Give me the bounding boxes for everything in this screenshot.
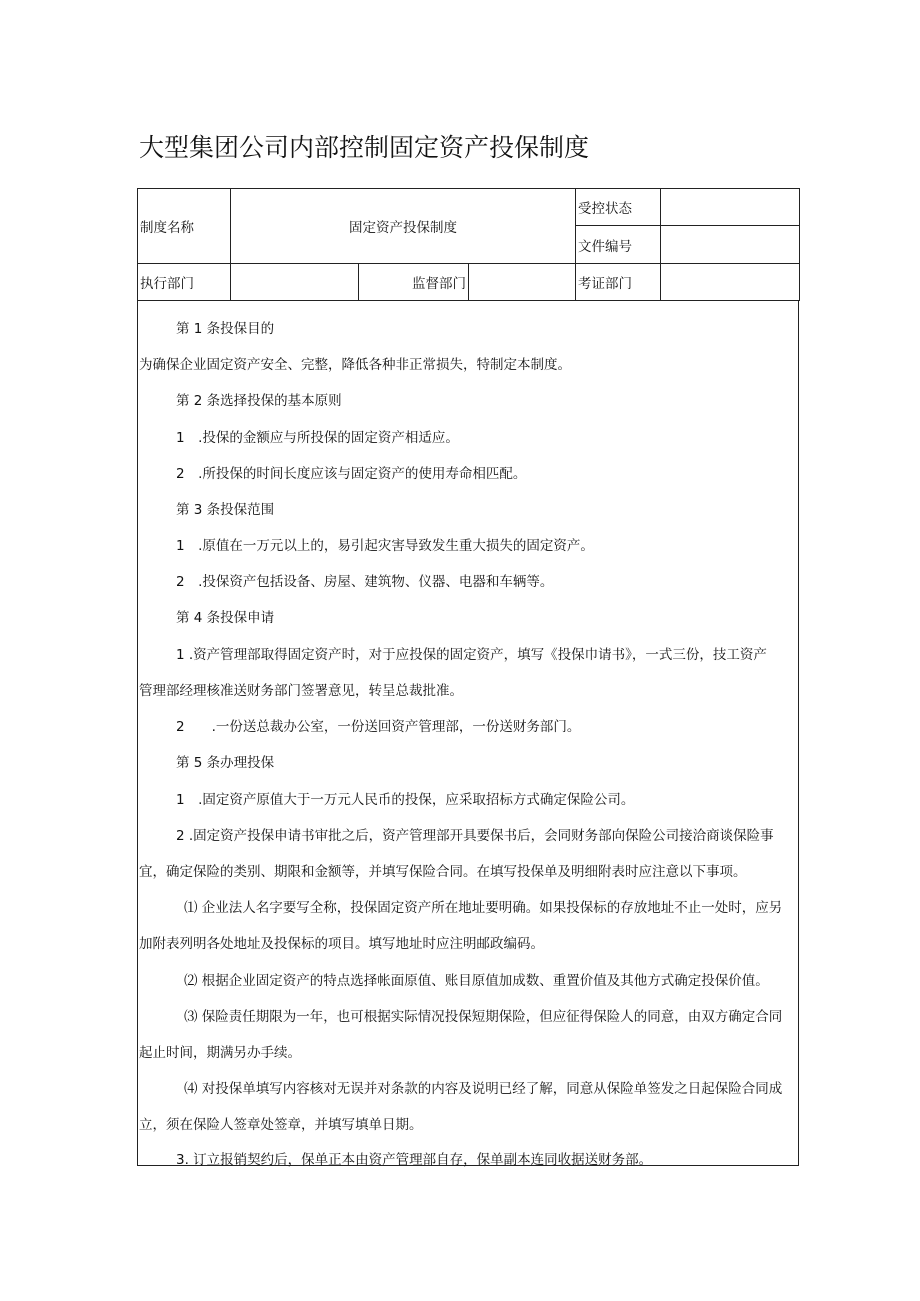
paragraph-line: 立，须在保险人签章处签章，并填写填单日期。 [139, 1117, 423, 1133]
paragraph-line: 2 .一份送总裁办公室，一份送回资产管理部，一份送财务部门。 [176, 719, 581, 735]
paragraph-line: 为确保企业固定资产安全、完整，降低各种非正常损失，特制定本制度。 [139, 357, 571, 373]
paragraph-line: ⑵ 根据企业固定资产的特点选择帐面原值、账目原值加成数、重置价值及其他方式确定投保价值。 [184, 973, 769, 989]
paragraph-line: 1 .投保的金额应与所投保的固定资产相适应。 [176, 430, 459, 446]
article-heading: 第 2 条选择投保的基本原则 [176, 393, 342, 409]
paragraph-line: 2 .固定资产投保申请书审批之后，资产管理部开具要保书后，会同财务部向保险公司接洽商谈保险事 [176, 828, 774, 844]
paragraph-line: ⑶ 保险责任期限为一年，也可根据实际情况投保短期保险，但应征得保险人的同意，由双方确定合同 [184, 1009, 783, 1025]
paragraph-line: 2 .投保资产包括设备、房屋、建筑物、仪器、电器和车辆等。 [176, 574, 554, 590]
paragraph-line: 宜，确定保险的类别、期限和金额等，并填写保险合同。在填写投保单及明细附表时应注意以下事项。 [139, 864, 747, 880]
docno-value-cell [661, 226, 800, 264]
status-label-cell: 受控状态 [576, 189, 661, 226]
exec-label-cell: 执行部门 [138, 264, 231, 301]
status-value-cell [661, 189, 800, 226]
content-box [137, 300, 799, 1166]
paragraph-line: 1 .原值在一万元以上的，易引起灾害导致发生重大损失的固定资产。 [176, 538, 594, 554]
name-label-cell: 制度名称 [138, 189, 231, 264]
paragraph-line: 管理部经理核准送财务部门签署意见，转呈总裁批准。 [139, 683, 463, 699]
supervise-label-cell: 监督部门 [359, 264, 469, 301]
docno-label-cell: 文件编号 [576, 226, 661, 264]
paragraph-line: 加附表列明各处地址及投保标的项目。填写地址时应注明邮政编码。 [139, 936, 544, 952]
article-heading: 第 4 条投保申请 [176, 610, 275, 626]
paragraph-line: ⑷ 对投保单填写内容核对无误并对条款的内容及说明已经了解，同意从保险单签发之日起保险合同成 [184, 1081, 783, 1097]
paragraph-line: 3. 订立报销契约后，保单正本由资产管理部自存，保单副本连同收据送财务部。 [176, 1152, 653, 1168]
article-heading: 第 1 条投保目的 [176, 321, 275, 337]
article-heading: 第 3 条投保范围 [176, 502, 275, 518]
document-title: 大型集团公司内部控制固定资产投保制度 [139, 133, 590, 162]
paragraph-line: 1 .固定资产原值大于一万元人民币的投保，应采取招标方式确定保险公司。 [176, 792, 635, 808]
header-table [137, 188, 800, 301]
verify-value-cell [661, 264, 800, 301]
supervise-value-cell [469, 264, 576, 301]
paragraph-line: ⑴ 企业法人名字要写全称，投保固定资产所在地址要明确。如果投保标的存放地址不止一处时，应另 [184, 900, 783, 916]
exec-value-cell [231, 264, 359, 301]
paragraph-line: 2 .所投保的时间长度应该与固定资产的使用寿命相匹配。 [176, 466, 527, 482]
paragraph-line: 起止时间，期满另办手续。 [139, 1045, 301, 1061]
verify-label-cell: 考证部门 [576, 264, 661, 301]
article-heading: 第 5 条办理投保 [176, 755, 275, 771]
paragraph-line: 1 .资产管理部取得固定资产时，对于应投保的固定资产，填写《投保巾请书》，一式三份，技工资产 [176, 647, 767, 663]
name-value-cell: 固定资产投保制度 [231, 189, 576, 264]
